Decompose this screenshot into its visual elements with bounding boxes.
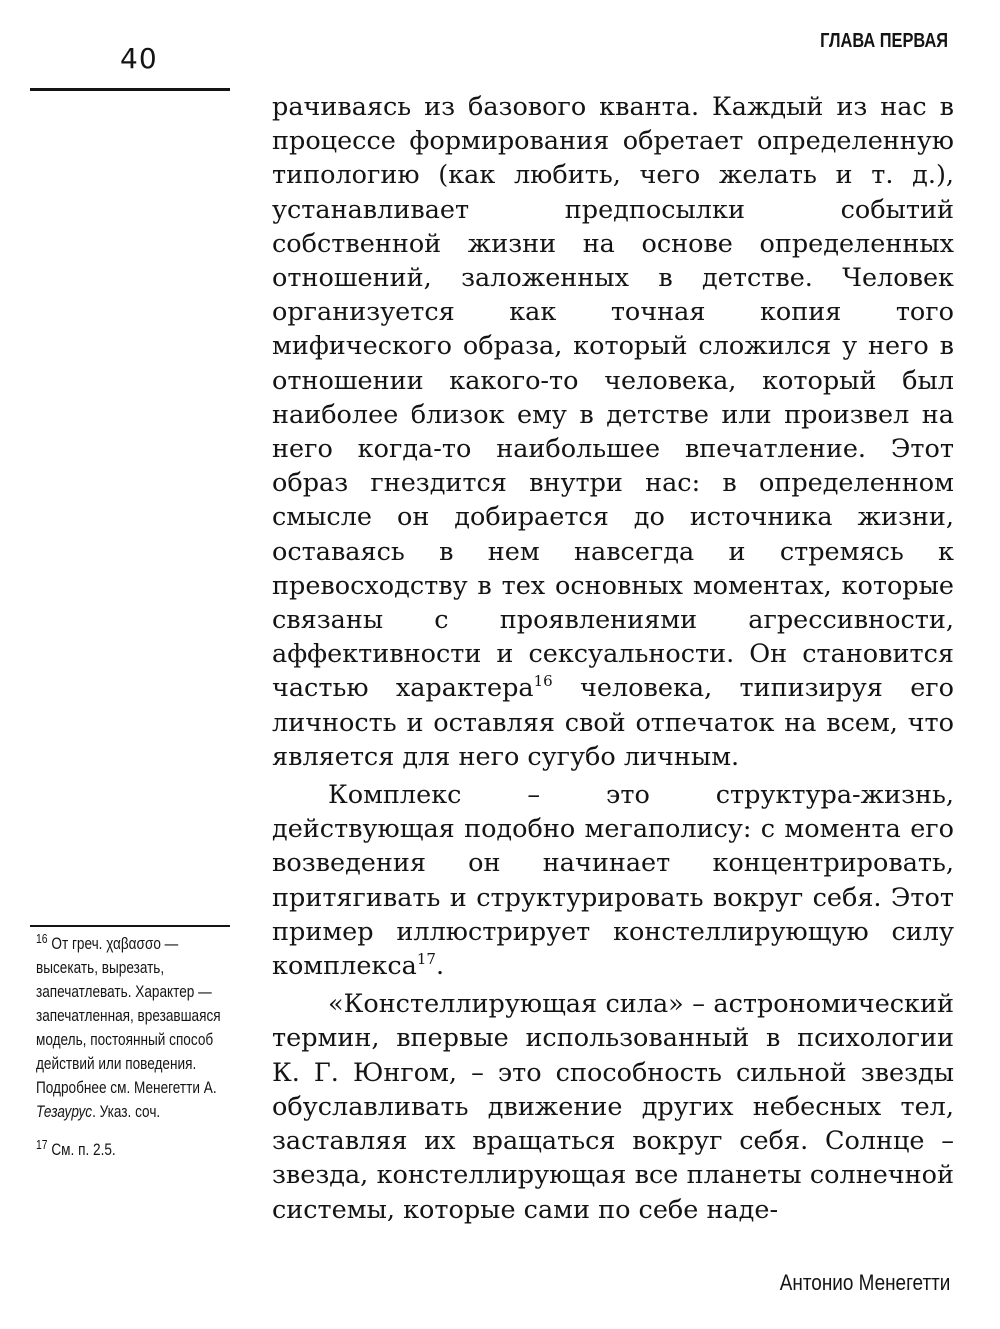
header-divider [30,88,230,91]
body-text [272,90,954,1227]
paragraph-2 [272,778,954,983]
footnote-16-number: 16 [36,931,48,946]
paragraph-1-text-b: человека, типизируя его личность и оставляя свой отпечаток на всем, что является для него сугубо личным. [272,673,954,772]
paragraph-3: «Констеллирующая сила» – астрономический термин, впервые использованный в психологии К. Г. Юнгом, – это способность сильной звезды обуславливать движение других небесных тел, заставляя их вращаться вокруг себя. Солнце – звезда, констеллирующая все планеты солнечной системы, которые сами по себе наде- [272,989,954,1225]
footnote-17-text: См. п. 2.5. [51,1140,116,1159]
footnote-ref-16[interactable]: 16 [533,672,553,691]
footnote-ref-17[interactable]: 17 [416,950,436,969]
footnote-17 [36,1138,225,1162]
footnote-16-book-title: Тезаурус [36,1102,93,1121]
chapter-title: ГЛАВА ПЕРВАЯ [820,30,948,52]
footnote-17-number: 17 [36,1137,48,1152]
page-number: 40 [120,42,158,75]
author-name: Антонио Менегетти [779,1270,950,1295]
footnotes [36,932,225,1176]
paragraph-1 [272,90,954,774]
paragraph-1-text-a: рачиваясь из базового кванта. Каждый из нас в процессе формирования обретает определенную типологию (как любить, чего желать и т. д.), устанавливает предпосылки событий собственной жизни на основе определенных отношений, заложенных в детстве. Человек организуется как точная копия того мифического образа, который сложился у него в отношении какого-то человека, который был наиболее близок ему в детстве или произвел на него когда-то наибольшее впечатление. Этот образ гнездится внутри нас: в определенном смысле он добирается до источника жизни, оставаясь в нем навсегда и стремясь к превосходству в тех основных моментах, которые связаны с проявлениями агрессивности, аффективности и сексуальности. Он становится частью характера [272,92,954,704]
footnote-16-end: . Указ. соч. [92,1102,161,1121]
footnote-16 [36,932,225,1124]
footnote-divider [30,925,230,927]
footnote-16-text: От греч. χαβασσο — высекать, вырезать, запечатлевать. Характер — запечатленная, врезавшаяся модель, постоянный способ действий или поведения. Подробнее см. Менегетти А. [36,934,221,1097]
paragraph-2-text-a: Комплекс – это структура-жизнь, действующая подобно мегаполису: с момента его возведения он начинает концентрировать, притягивать и структурировать вокруг себя. Этот пример иллюстрирует констеллирующую силу комплекса [272,780,954,982]
paragraph-2-text-b: . [435,951,445,982]
